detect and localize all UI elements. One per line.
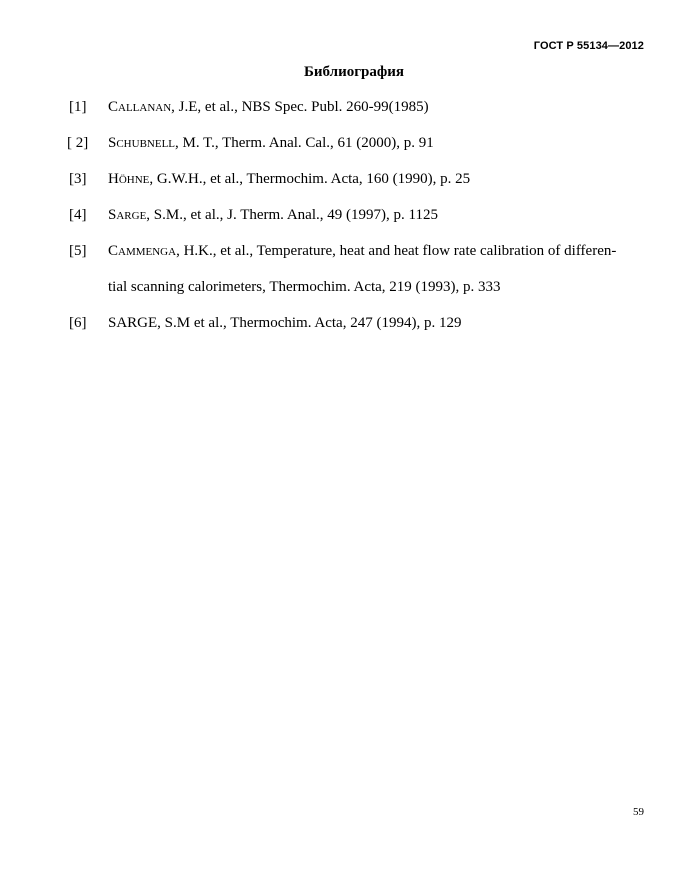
reference-number: [4]	[69, 207, 87, 223]
reference-author: Sarge	[108, 207, 147, 223]
reference-text	[108, 168, 470, 190]
reference-text: SARGE, S.M et al., Thermochim. Acta, 247 (1994), p. 129	[108, 315, 462, 331]
reference-text	[108, 132, 434, 154]
page-title: Библиография	[303, 64, 405, 80]
reference-author: Höhne	[108, 171, 150, 187]
reference-text	[108, 96, 429, 118]
reference-text	[108, 204, 438, 226]
reference-number: [1]	[69, 99, 87, 115]
reference-number: [ 2]	[67, 135, 89, 151]
reference-details: , H.K., et al., Temperature, heat and heat flow rate calibration of differen-	[176, 243, 617, 259]
reference-author: Schubnell	[108, 135, 176, 151]
reference-details: , J.E, et al., NBS Spec. Publ. 260-99(1985)	[171, 99, 429, 115]
document-header	[534, 40, 644, 52]
reference-details: , S.M., et al., J. Therm. Anal., 49 (1997), p. 1125	[146, 207, 438, 223]
reference-number: [3]	[69, 171, 87, 187]
reference-number: [6]	[69, 315, 87, 331]
reference-author: Callanan	[108, 99, 172, 115]
page-number: 59	[633, 806, 644, 818]
reference-continuation: tial scanning calorimeters, Thermochim. Acta, 219 (1993), p. 333	[108, 279, 501, 295]
standard-code: ГОСТ Р 55134—2012	[533, 40, 644, 52]
reference-number: [5]	[69, 243, 87, 259]
reference-details: , M. T., Therm. Anal. Cal., 61 (2000), p. 91	[175, 135, 434, 151]
reference-author: Cammenga	[108, 243, 177, 259]
reference-details: , G.W.H., et al., Thermochim. Acta, 160 (1990), p. 25	[149, 171, 471, 187]
reference-text	[108, 240, 616, 262]
